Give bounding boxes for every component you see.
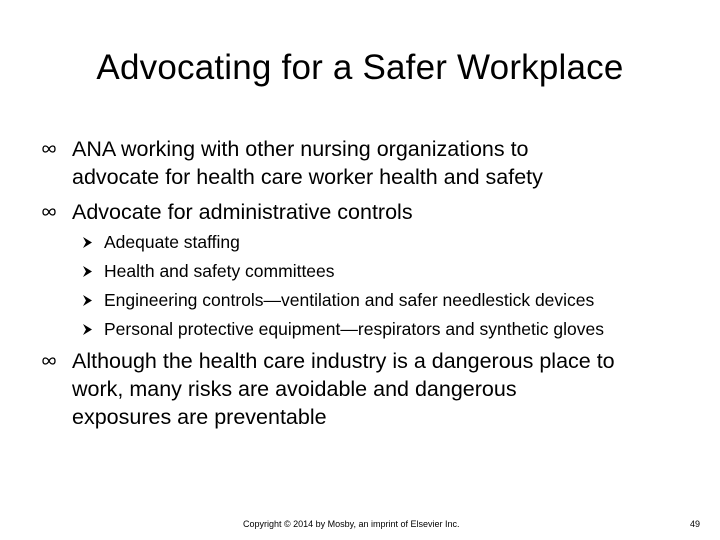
sub-bullet-text: Health and safety committees <box>104 261 335 281</box>
infinity-bullet-icon <box>40 347 58 375</box>
sub-bullet-item <box>104 257 704 286</box>
sub-bullet-item <box>104 228 704 257</box>
infinity-bullet-icon <box>40 198 58 226</box>
bullet-item <box>72 135 692 191</box>
arrowhead-bullet-icon <box>80 315 94 344</box>
bullet-line: advocate for health care worker health and safety <box>72 165 543 189</box>
sub-bullet-text: Personal protective equipment—respirators and synthetic gloves <box>104 319 604 339</box>
page-number: 49 <box>690 519 701 529</box>
bullet-line: work, many risks are avoidable and dangerous <box>72 377 517 401</box>
arrowhead-bullet-icon <box>80 257 94 286</box>
bullet-line: Advocate for administrative controls <box>72 200 413 224</box>
slide-title: Advocating for a Safer Workplace <box>96 48 624 87</box>
arrowhead-bullet-icon <box>80 286 94 315</box>
bullet-item <box>72 347 692 431</box>
copyright-footer: Copyright © 2014 by Mosby, an imprint of Elsevier Inc. <box>243 519 460 529</box>
arrowhead-bullet-icon <box>80 228 94 257</box>
bullet-line: exposures are preventable <box>72 405 327 429</box>
sub-bullet-text: Adequate staffing <box>104 232 240 252</box>
bullet-line: ANA working with other nursing organizations to <box>72 137 529 161</box>
bullet-line: Although the health care industry is a dangerous place to <box>72 349 615 373</box>
infinity-bullet-icon <box>40 135 58 163</box>
sub-bullet-text: Engineering controls—ventilation and safer needlestick devices <box>104 290 595 310</box>
bullet-item <box>72 198 692 226</box>
sub-bullet-item <box>104 315 704 344</box>
sub-bullet-item <box>104 286 704 315</box>
